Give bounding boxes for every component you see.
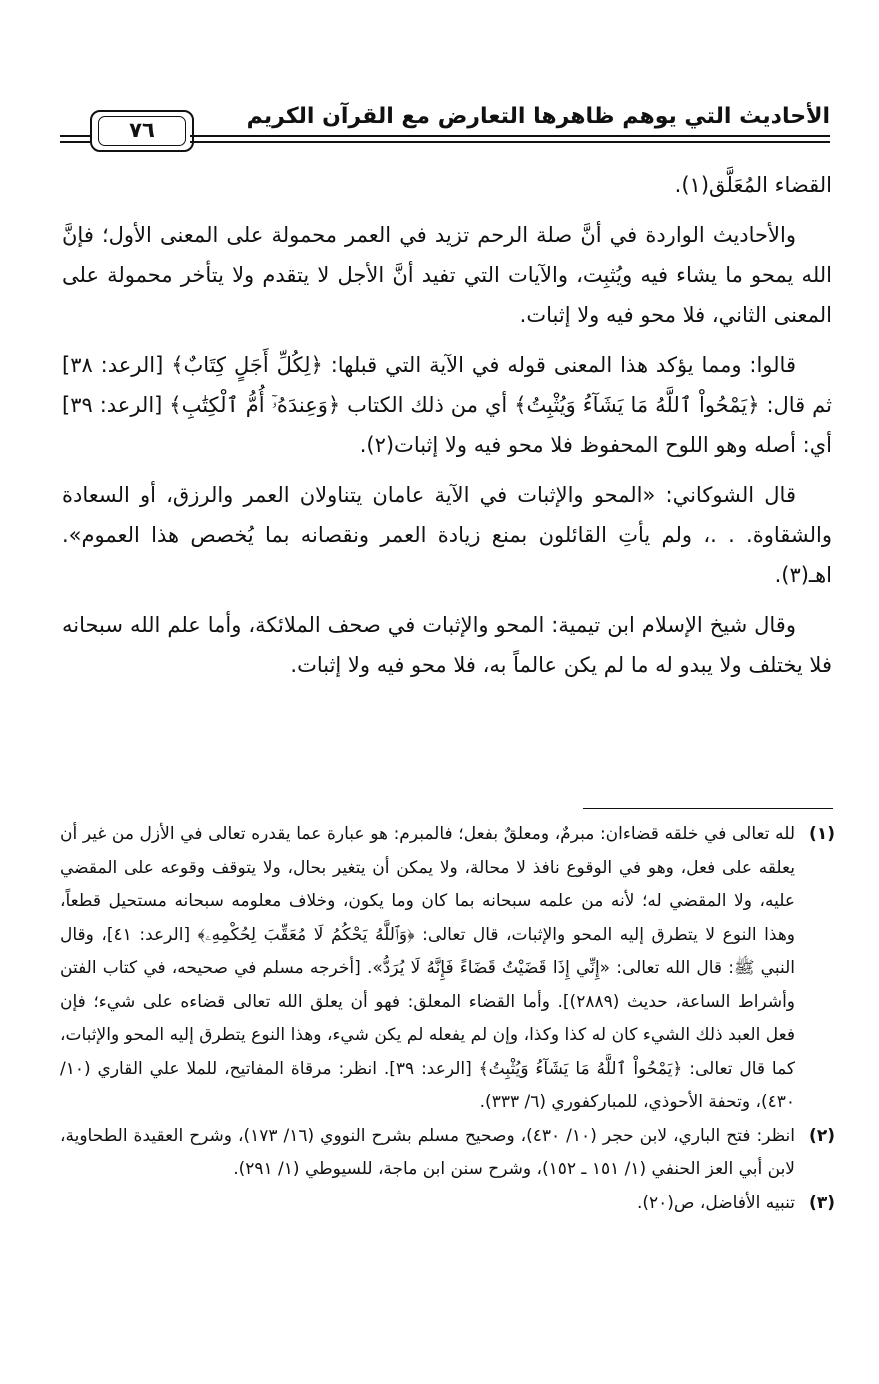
header-rule-right (190, 135, 830, 137)
footnote-number: (٣) (809, 1192, 835, 1213)
footnote-text: انظر: فتح الباري، لابن حجر (١٠/ ٤٣٠)، وصحيح مسلم بشرح النووي (١٦/ ١٧٣)، وشرح العقيدة الطحاوية، لابن أبي العز الحنفي (١/ ١٥١ ـ ١٥٢)، وشرح سنن ابن ماجة، للسيوطي (١/ ٢٩١). (60, 1125, 795, 1179)
paragraph: القضاء المُعَلَّق(١). (674, 173, 832, 197)
page-number: ٧٦ (98, 116, 186, 146)
header-rule-left-double (60, 141, 90, 143)
footnote-text: لله تعالى في خلقه قضاءان: مبرمٌ، ومعلقٌ بفعل؛ فالمبرم: هو عبارة عما يقدره تعالى في الأزل من غير أن يعلقه على فعل، وهو في الوقوع نافذ لا محالة، ولا يمكن أن يتغير بحال، ولا يتوقف وقوعه على المقضي عليه، ولا المقضي له؛ لأنه من علمه سبحانه بما كان وما يكون، وخلاف معلومه سبحانه مستحيل قطعاً، وهذا النوع لا يتطرق إليه المحو والإثبات، قال تعالى: ﴿وَٱللَّهُ يَحْكُمُ لَا مُعَقِّبَ لِحُكْمِهِۦ﴾ [الرعد: ٤١]، وقال النبي ﷺ: قال الله تعالى: «إِنِّي إِذَا قَضَيْتُ قَضَاءً فَإِنَّهُ لَا يُرَدُّ». [أخرجه مسلم في صحيحه، في كتاب الفتن وأشراط الساعة، حديث (٢٨٨٩)]. وأما القضاء المعلق: فهو أن يعلق الله تعالى قضاءه على شيء؛ فإن فعل العبد ذلك الشيء كان له كذا وكذا، وإن لم يفعله لم يكن شيء، وهذا النوع يتطرق إليه المحو والإثبات، كما قال تعالى: ﴿يَمْحُواْ ٱللَّهُ مَا يَشَآءُ وَيُثْبِتُ﴾ [الرعد: ٣٩]. انظر: مرقاة المفاتيح، للملا علي القاري (١٠/ ٤٣٠)، وتحفة الأحوذي، للمباركفوري (٦/ ٣٣٣). (60, 824, 796, 1112)
paragraph: قالوا: ومما يؤكد هذا المعنى قوله في الآية التي قبلها: ﴿لِكُلِّ أَجَلٍ كِتَابٌ﴾ [الرعد: ٣٨] ثم قال: ﴿يَمْحُواْ ٱللَّهُ مَا يَشَآءُ وَيُثْبِتُ﴾ أي من ذلك الكتاب ﴿وَعِندَهُۥٓ أُمُّ ٱلْكِتَٰبِ﴾ [الرعد: ٣٩] أي: أصله وهو اللوح المحفوظ فلا محو فيه ولا إثبات(٢). (62, 353, 832, 457)
running-title: الأحاديث التي يوهم ظاهرها التعارض مع القرآن الكريم (246, 104, 830, 129)
footnote (60, 818, 835, 1120)
footnote-number: (٢) (809, 1125, 835, 1146)
footnote (60, 1120, 835, 1187)
footnote-separator (583, 808, 833, 809)
paragraph: وقال شيخ الإسلام ابن تيمية: المحو والإثبات في صحف الملائكة، وأما علم الله سبحانه فلا يختلف ولا يبدو له ما لم يكن عالماً به، فلا محو فيه ولا إثبات. (62, 613, 832, 677)
header-rule-left (60, 135, 90, 137)
footnote-text: تنبيه الأفاضل، ص(٢٠). (636, 1192, 795, 1213)
footnote (60, 1187, 835, 1221)
footnotes (60, 818, 835, 1220)
page-header (60, 104, 830, 152)
paragraph: قال الشوكاني: «المحو والإثبات في الآية عامان يتناولان العمر والرزق، أو السعادة والشقاوة. . .، ولم يأتِ القائلون بمنع زيادة العمر ونقصانه بما يُخصص هذا العموم». اهـ(٣). (62, 483, 832, 587)
header-rule-right-double (190, 141, 830, 143)
main-text (62, 165, 832, 695)
paragraph: والأحاديث الواردة في أنَّ صلة الرحم تزيد في العمر محمولة على المعنى الأول؛ فإنَّ الله يمحو ما يشاء فيه ويُثبِت، والآيات التي تفيد أنَّ الأجل لا يتقدم ولا يتأخر محمولة على المعنى الثاني، فلا محو فيه ولا إثبات. (62, 223, 832, 327)
footnote-number: (١) (809, 824, 835, 844)
page-number-frame (90, 110, 194, 152)
